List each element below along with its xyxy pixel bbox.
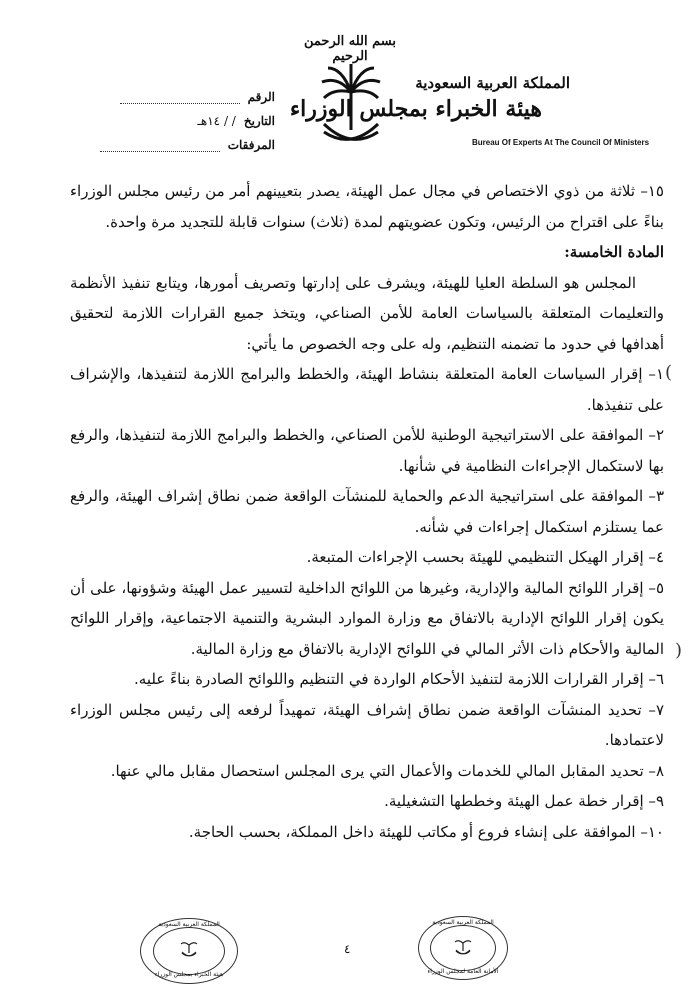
list-item-9: ٩– إقرار خطة عمل الهيئة وخططها التشغيلية. — [384, 792, 664, 810]
meta-number-row — [60, 80, 275, 104]
list-item-7: ٧– تحديد المنشآت الواقعة ضمن نطاق إشراف الهيئة، تمهيداً لرفعه إلى رئيس مجلس الوزراء لاعتمادها. — [70, 700, 664, 749]
page-number: ٤ — [344, 942, 351, 956]
number-label: الرقم — [247, 90, 275, 104]
seal-text-bottom: الأمانة العامة لمجلس الوزراء — [427, 968, 499, 975]
number-field-line — [120, 91, 240, 104]
org-name-english: Bureau Of Experts At The Council Of Ministers — [472, 138, 650, 147]
seal-text-top: المملكة العربية السعودية — [432, 919, 494, 926]
official-seal-right — [418, 916, 508, 980]
basmala-calligraphy: بسم الله الرحمن الرحيم — [304, 34, 396, 64]
date-value: / / ١٤هـ — [197, 114, 236, 128]
list-item-6: ٦– إقرار القرارات اللازمة لتنفيذ الأحكام الواردة في التنظيم واللوائح الصادرة بناءً عليه. — [134, 670, 664, 688]
list-item-3: ٣– الموافقة على استراتيجية الدعم والحماية للمنشآت الواقعة ضمن نطاق إشراف الهيئة، والرفع عما يستلزم استكمال إجراءات في شأنه. — [70, 487, 664, 536]
document-body — [70, 176, 664, 847]
article-heading: المادة الخامسة: — [564, 243, 664, 261]
palm-and-swords-emblem-icon — [179, 939, 199, 959]
org-name-line2: هيئة الخبراء بمجلس الوزراء — [289, 96, 542, 122]
seal-text-bottom: هيئة الخبراء بمجلس الوزراء — [154, 971, 224, 978]
official-seal-left — [140, 918, 238, 984]
attachments-label: المرفقات — [227, 138, 275, 152]
list-item-5: ٥– إقرار اللوائح المالية والإدارية، وغيرها من اللوائح الداخلية لتسيير عمل الهيئة وشؤونها، على أن يكون إقرار اللوائح الإدارية بالاتفاق مع وزارة الموارد البشرية والتنمية الاجتماعية، وإقرار اللوائح المالية والأحكام ذات الأثر المالي في اللوائح الإدارية بالاتفاق مع وزارة المالية. — [70, 578, 664, 658]
palm-and-swords-emblem-icon — [453, 937, 473, 957]
article-intro: المجلس هو السلطة العليا للهيئة، ويشرف على إدارتها وتصريف أمورها، ويتابع تنفيذ الأنظمة والتعليمات المتعلقة بالسياسات العامة للأمن الصناعي، ويتخذ جميع القرارات اللازمة لتحقيق أهدافها في حدود ما تضمنه التنظيم، وله على وجه الخصوص ما يأتي: — [70, 273, 664, 353]
attachments-field-line — [100, 139, 220, 152]
org-name-line1: المملكة العربية السعودية — [415, 74, 570, 92]
list-item-1: ١– إقرار السياسات العامة المتعلقة بنشاط الهيئة، والخطط والبرامج اللازمة لتنفيذها، والإشراف على تنفيذها. — [70, 365, 664, 414]
list-item-10: ١٠– الموافقة على إنشاء فروع أو مكاتب للهيئة داخل المملكة، بحسب الحاجة. — [188, 822, 664, 841]
date-label: التاريخ — [243, 114, 275, 128]
meta-date-row — [60, 104, 275, 128]
margin-bracket-mark-icon: ) — [675, 640, 683, 661]
list-item-2: ٢– الموافقة على الاستراتيجية الوطنية للأمن الصناعي، والخطط والبرامج اللازمة لتنفيذها، والرفع بها لاستكمال الإجراءات النظامية في شأنها. — [70, 426, 664, 475]
item-15: ١٥– ثلاثة من ذوي الاختصاص في مجال عمل الهيئة، يصدر بتعيينهم أمر من رئيس مجلس الوزراء بناءً على اقتراح من الرئيس، وتكون عضويتهم لمدة (ثلاث) سنوات قابلة للتجديد مرة واحدة. — [70, 182, 664, 231]
meta-attachments-row — [60, 128, 275, 152]
margin-bracket-mark-icon: ( — [665, 362, 673, 383]
seal-text-top: المملكة العربية السعودية — [158, 921, 220, 928]
letter-meta — [60, 80, 275, 152]
list-item-4: ٤– إقرار الهيكل التنظيمي للهيئة بحسب الإجراءات المتبعة. — [306, 548, 664, 566]
list-item-8: ٨– تحديد المقابل المالي للخدمات والأعمال التي يرى المجلس استحصال مقابل مالي عنها. — [110, 761, 664, 780]
